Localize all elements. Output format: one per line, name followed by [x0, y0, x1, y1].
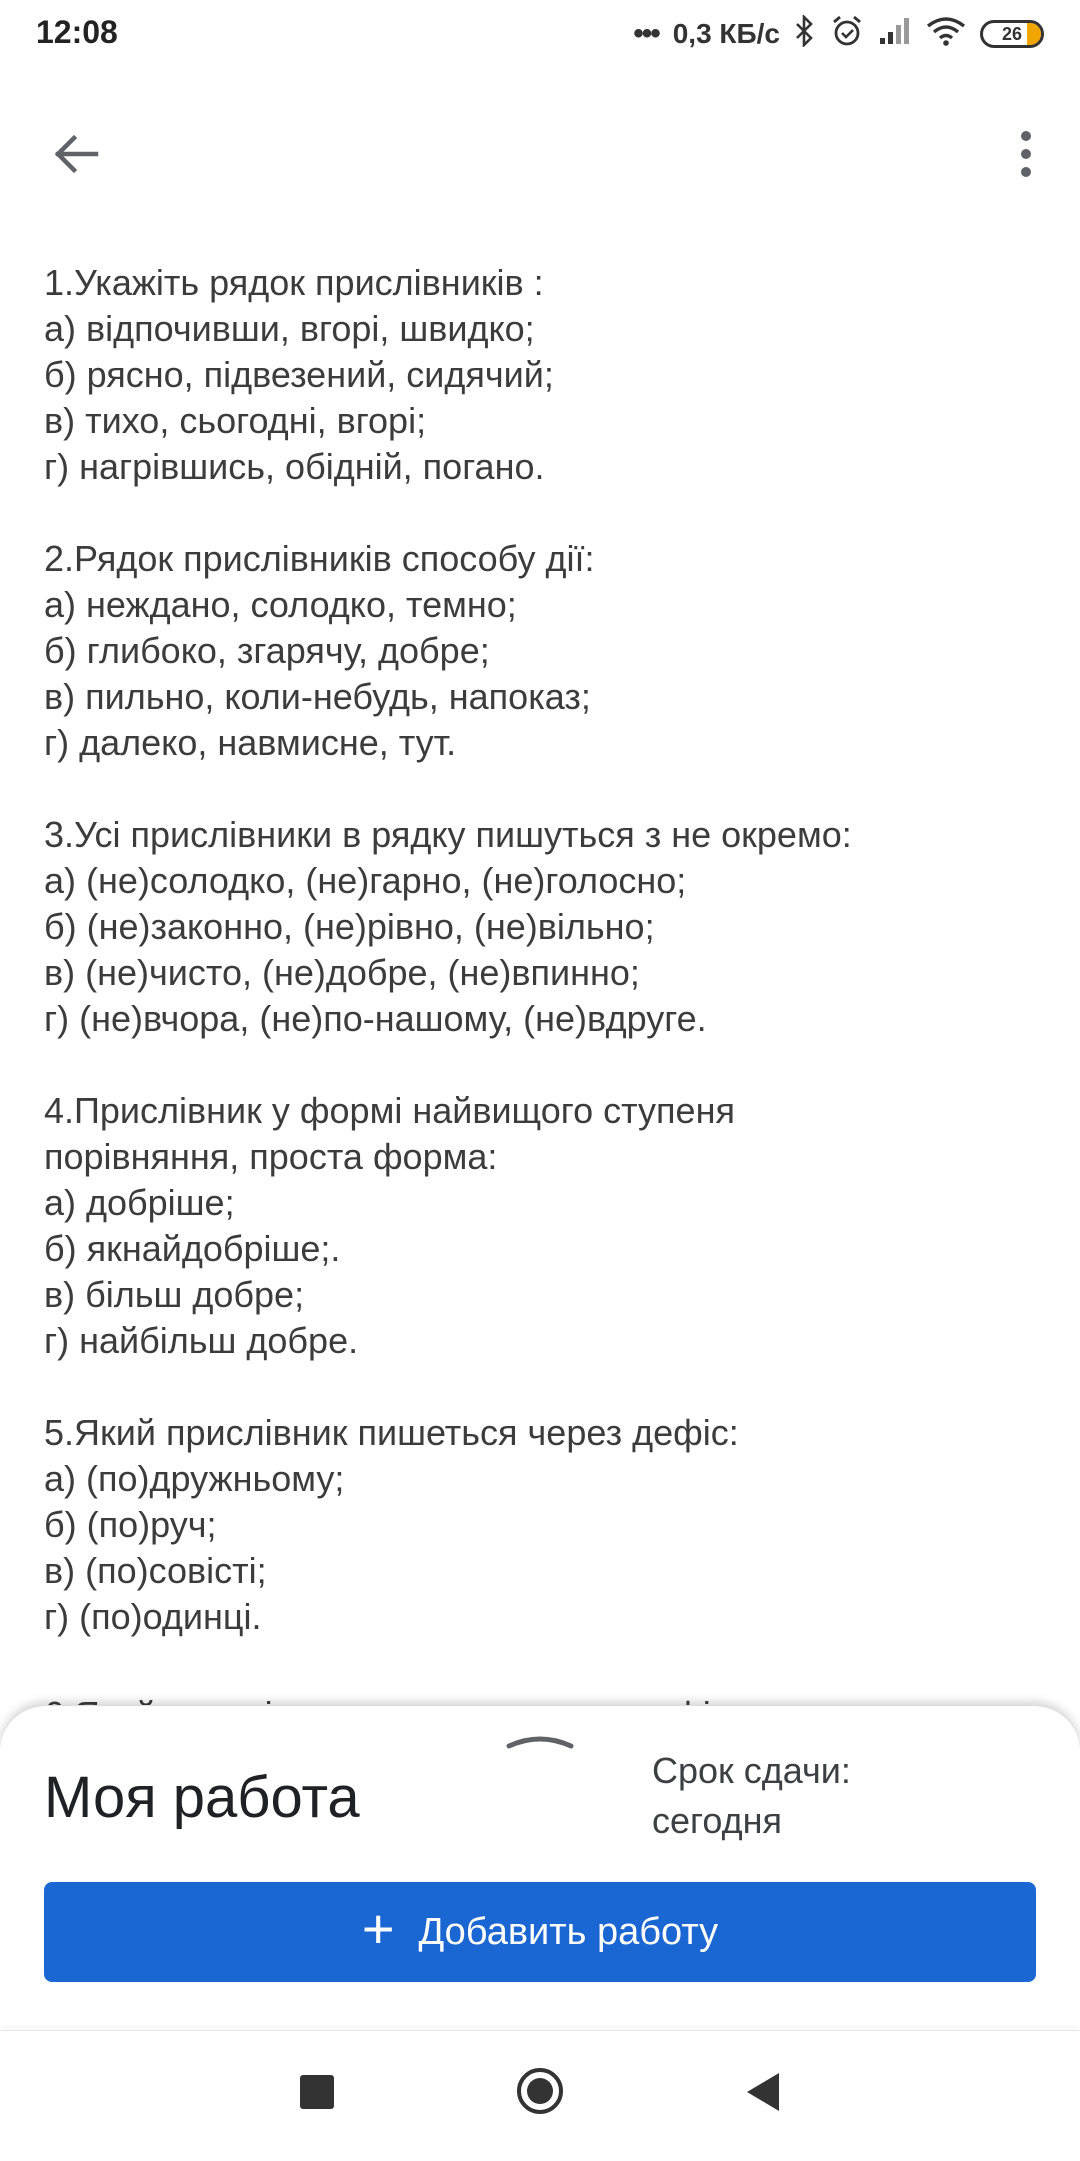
- question-text: 5.Який прислівник пишеться через дефіс:: [44, 1412, 739, 1453]
- option-d: г) (не)вчора, (не)по-нашому, (не)вдруге.: [44, 998, 707, 1039]
- home-circle-icon[interactable]: [516, 2067, 564, 2115]
- wifi-icon: [926, 16, 966, 53]
- option-b: б) рясно, підвезений, сидячий;: [44, 354, 554, 395]
- assignment-text: [44, 260, 1044, 1686]
- signal-icon: [878, 16, 912, 53]
- question-4: [44, 1088, 1044, 1364]
- option-a: а) відпочивши, вгорі, швидко;: [44, 308, 535, 349]
- my-work-sheet[interactable]: [0, 1705, 1080, 2026]
- option-d: г) нагрівшись, обідній, погано.: [44, 446, 545, 487]
- option-a: а) неждано, солодко, темно;: [44, 584, 517, 625]
- option-c: в) тихо, сьогодні, вгорі;: [44, 400, 427, 441]
- option-c: в) (по)совісті;: [44, 1550, 267, 1591]
- recents-square-icon[interactable]: [300, 2075, 334, 2109]
- network-speed: 0,3 КБ/с: [672, 18, 780, 49]
- question-5: [44, 1410, 1044, 1640]
- status-time: 12:08: [36, 14, 118, 50]
- question-text: 1.Укажіть рядок прислівників :: [44, 262, 544, 303]
- option-b: б) якнайдобріше;.: [44, 1228, 341, 1269]
- app-bar: [0, 90, 1080, 200]
- more-vert-icon: [1019, 130, 1033, 178]
- status-icons: [633, 14, 1044, 54]
- arrow-back-icon: [50, 128, 102, 180]
- option-b: б) (не)законно, (не)рівно, (не)вільно;: [44, 906, 655, 947]
- add-work-button[interactable]: [44, 1882, 1036, 1982]
- plus-icon: +: [361, 1897, 395, 1960]
- question-1: [44, 260, 1044, 490]
- bluetooth-icon: [794, 15, 816, 54]
- option-a: а) добріше;: [44, 1182, 235, 1223]
- question-text: 2.Рядок прислівників способу дії:: [44, 538, 595, 579]
- status-bar: [0, 0, 1080, 70]
- deadline-label: Срок сдачи:: [652, 1750, 851, 1791]
- add-work-label: Добавить работу: [418, 1910, 719, 1953]
- more-options-button[interactable]: [996, 118, 1056, 190]
- option-d: г) найбільш добре.: [44, 1320, 359, 1361]
- option-d: г) (по)одинці.: [44, 1596, 262, 1637]
- deadline: [652, 1746, 851, 1846]
- question-text-line-1: 4.Прислівник у формі найвищого ступеня: [44, 1090, 735, 1131]
- my-work-title: Моя работа: [44, 1765, 360, 1830]
- question-text: 3.Усі прислівники в рядку пишуться з не окремо:: [44, 814, 852, 855]
- option-a: а) (не)солодко, (не)гарно, (не)голосно;: [44, 860, 687, 901]
- back-button[interactable]: [40, 118, 112, 190]
- option-c: в) (не)чисто, (не)добре, (не)впинно;: [44, 952, 640, 993]
- system-nav-bar: [0, 2030, 1080, 2161]
- battery-icon: [980, 20, 1044, 48]
- option-c: в) більш добре;: [44, 1274, 305, 1315]
- back-triangle-icon[interactable]: [745, 2071, 781, 2113]
- option-d: г) далеко, навмисне, тут.: [44, 722, 457, 763]
- battery-level: 26: [1001, 23, 1023, 44]
- expand-handle-icon[interactable]: [505, 1728, 575, 1752]
- question-2: [44, 536, 1044, 766]
- option-c: в) пильно, коли-небудь, напоказ;: [44, 676, 591, 717]
- question-3: [44, 812, 1044, 1042]
- question-text-line-2: порівняння, проста форма:: [44, 1136, 498, 1177]
- alarm-icon: [830, 14, 864, 55]
- dots-icon: •••: [633, 17, 659, 50]
- deadline-value: сегодня: [652, 1800, 782, 1841]
- option-a: а) (по)дружньому;: [44, 1458, 345, 1499]
- option-b: б) (по)руч;: [44, 1504, 217, 1545]
- option-b: б) глибоко, згарячу, добре;: [44, 630, 490, 671]
